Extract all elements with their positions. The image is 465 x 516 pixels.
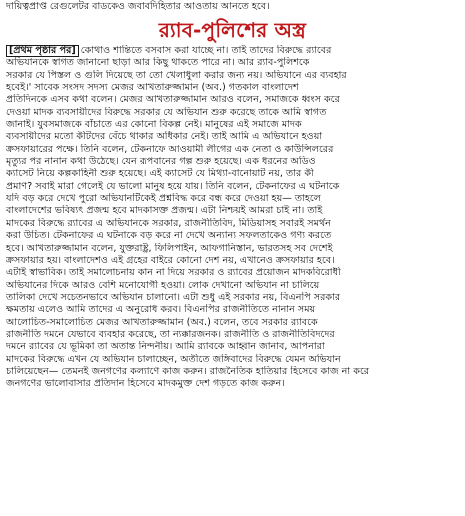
article-line: দমনে র‍্যাবের যে ভূমিকা তা অতান্ত নিন্দনীয়। আমি র‍্যাবকে আহ্বান জানাব, আপনারা [6,341,325,353]
article-line: দেওয়া মাদক ব্যবসায়ীদের বিরুদ্ধে সরকার যে অভিযান শুরু করেছে তাকে আমি স্বাগত [6,106,327,118]
article-line: জনগণের ভালোবাসার প্রতিদান হিসেবে মাদকমুক্ত দেশ গড়তে কাজ করুন। [6,378,285,390]
article-line: ক্ষমতায় এলেও আমি তাদের এ অনুরোধ করব। বিএনপির রাজনীতিতে নানান সময় [6,304,316,316]
carry-over-text: দায়িত্বপ্রাপ্ত রেগুলেটর বাডকেও জবাবদিহিতার আওতায় আনতে হবে। [6,1,270,12]
article-line-text: কোথাও শান্তিতে বসবাস করা যাচ্ছে না। তাই তাদের বিরুদ্ধে র‍্যাবের [80,45,332,56]
article-line: চালিয়েছেন— তেমনই জনগণের কল্যাণে কাজ করুন। রাজনৈতিক হাতিয়ার হিসেবে কাজ না করে [6,365,370,377]
article-line: প্রতিদিনকে এসব কথা বলেন। মেজর আখতারুজ্জামান আরও বলেন, সমাজকে ধ্বংস করে [6,94,340,106]
article-line: ক্রসফায়ার হয়। বাংলাদেশও এই গ্রহের বাইরে কোনো দেশ নয়, এখানেও ক্রসফায়ার হবে। [6,254,335,266]
article-line: করা উচিত। টেকনাফের এ ঘটনাকে বড় করে না দেখে অন্যান্য সফলতাকেও গণ্য করতে [6,230,332,242]
article-line: হবে। আখতারুজ্জামান বলেন, যুক্তরাষ্ট্র, ফিলিপাইন, আফগানিস্তান, ভারতসহ সব দেশেই [6,242,333,254]
article-line: রাজনীতি দমনে যেভাবে ব্যবহার করেছে, তা ন্যক্কারজনক। রাজনীতি ও রাজনীতিবিদদের [6,328,335,340]
article-line: তালিকা দেখে সচেতনভাবে অভিযান চালানো। এটা শুধু এই সরকার নয়, বিএনপি সরকার [6,291,341,303]
article-line: মৃত্যুর পর নানান কথা উঠেছে। যেন রূপবানের গল্প শুরু হয়েছে। এক ধরনের অডিও [6,156,316,168]
continued-from-kicker: [প্রথম পৃষ্ঠার পর] [6,45,79,57]
article-line: মাদকের বিরুদ্ধে র‍্যাবের এ অভিযানকে সরকার, রাজনীতিবিদ, মিডিয়াসহ সবারই সমর্থন [6,217,331,229]
article-line: মাদকের বিরুদ্ধে এখন যে অভিযান চালাচ্ছেন, অতীতে জঙ্গিবাদের বিরুদ্ধে যেমন অভিযান [6,353,341,365]
article-line [6,45,459,57]
article-line: অভিযানের দিকে আরও বেশি মনোযোগী হওয়া। লোক দেখানো অভিযান না চালিয়ে [6,279,320,291]
article-line: যদি বড় করে দেখে পুরো অভিযানটিকেই প্রশ্নবিদ্ধ করে বন্ধ করে দেওয়া হয়— তাহলে [6,193,321,205]
article-line: এটাই স্বাভাবিক। তাই সমালোচনায় কান না দিয়ে সরকার ও র‍্যাবের প্রয়োজন মাদকবিরোধী [6,267,341,279]
article-line: প্রমাণ? সবাই মারা গেলেই যে ভালো মানুষ হয়ে যায়। তিনি বলেন, টেকনাফের এ ঘটনাকে [6,180,340,192]
article-line: ব্যবসায়ীদের মতো কীটদের বেঁচে থাকার অধিকার নেই। তাই আমি এ অভিযানে হওয়া [6,131,323,143]
article-line: বাংলাদেশের ভবিষ্যৎ প্রজন্ম হবে মাদকাসক্ত প্রজন্ম। এটা নিশ্চয়ই আমরা চাই না। তাই [6,205,323,217]
article-line: ক্রসফায়ারের পক্ষে। তিনি বলেন, টেকনাফে আওয়ামী লীগের এক নেতা ও কাউন্সিলরের [6,143,334,155]
article-line: ক্যাসেট নিয়ে কল্পকাহিনী শুরু হয়েছে। এই ক্যাসেট যে মিথ্যা-বানোয়াট নয়, তার কী [6,168,314,180]
headline: র‍্যাব-পুলিশের অস্ত্র [158,18,307,42]
article-line: জানাই। যুবসমাজকে বাঁচাতে এর কোনো বিকল্প নেই। মানুষের এই সমাজে মাদক [6,119,302,131]
article-line: হবেই।' সাবেক সংসদ সদস্য মেজর আখতারুজ্জামান (অব.) গতকাল বাংলাদেশ [6,82,299,94]
article-line: অভিযানকে স্বাগত জানানো ছাড়া আর কিছু থাকতে পারে না। আর র‍্যাব-পুলিশকে [6,57,310,69]
article-line: আলোচিত-সমালোচিত মেজর আখতারুজ্জামান (অব.) বলেন, তবে সরকার র‍্যাবকে [6,316,318,328]
article-body [6,45,459,391]
article-line: সরকার যে পিস্তল ও গুলি দিয়েছে তা তো খেলাধুলা করার জন্য নয়। অভিযানে এর ব্যবহার [6,69,347,81]
